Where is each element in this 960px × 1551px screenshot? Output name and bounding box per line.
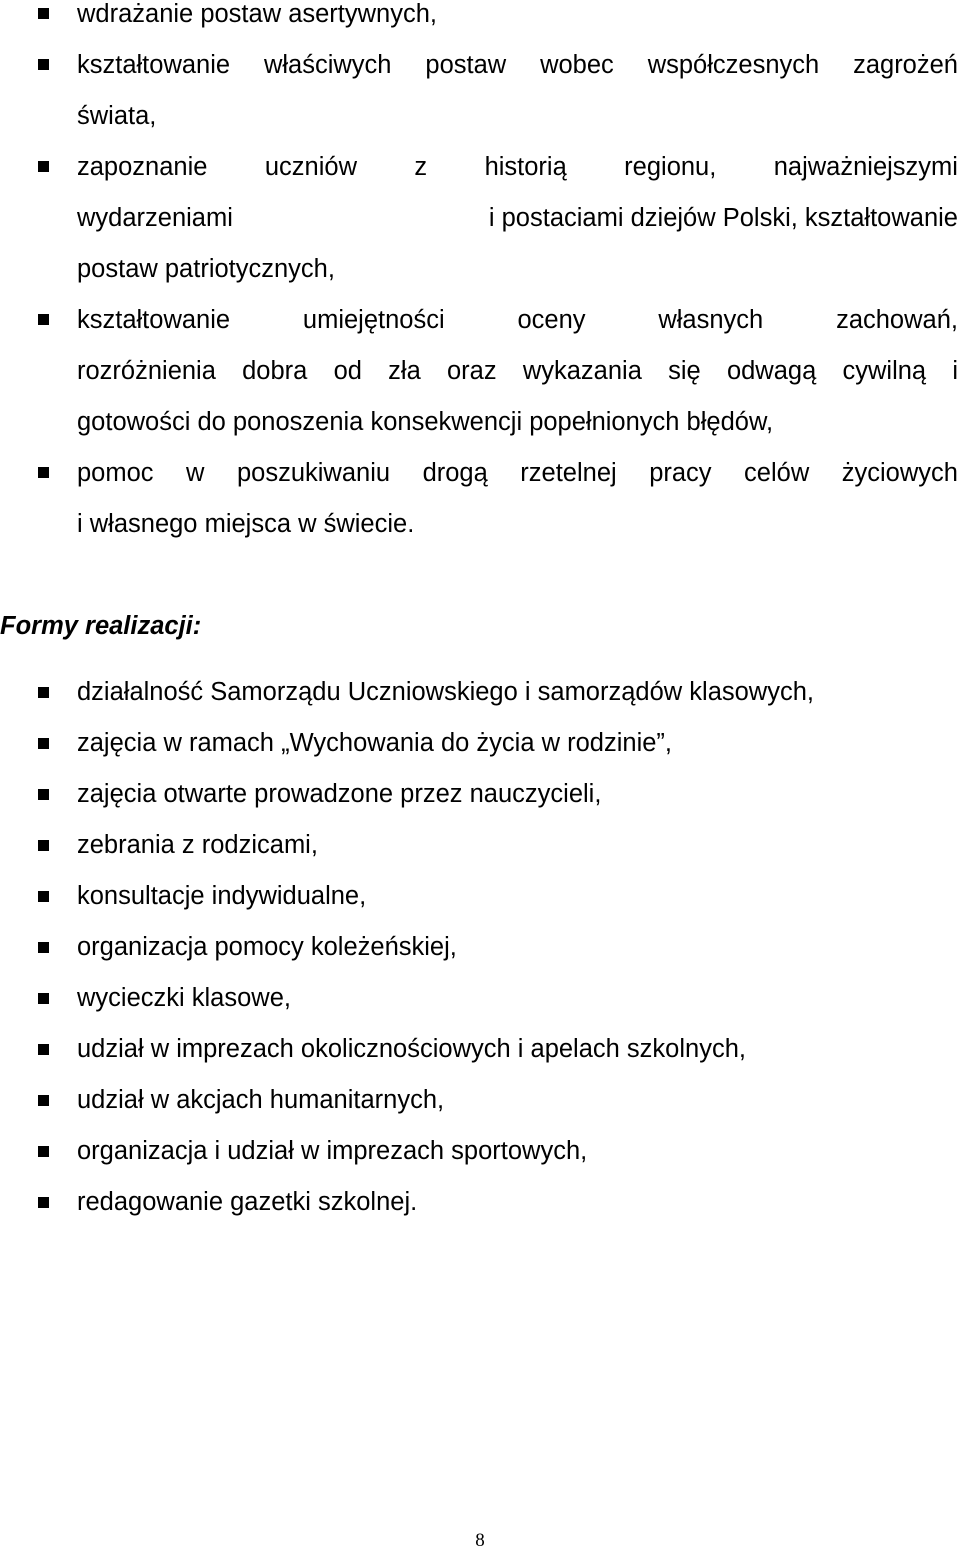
- list-item-text: [77, 359, 958, 385]
- word: uczniów: [264, 153, 357, 181]
- word: oceny: [517, 306, 586, 334]
- word: zachowań,: [836, 306, 958, 334]
- word: z: [414, 153, 428, 181]
- word: od: [333, 357, 362, 385]
- word: i: [952, 357, 958, 385]
- word: cywilną: [842, 357, 927, 385]
- square-bullet-icon: [38, 1197, 49, 1208]
- square-bullet-icon: [38, 891, 49, 902]
- word: historią: [484, 153, 567, 181]
- word: wobec: [540, 51, 614, 79]
- list-item-text: organizacja pomocy koleżeńskiej,: [77, 933, 457, 961]
- list-item-text: działalność Samorządu Uczniowskiego i samorządów klasowych,: [77, 678, 814, 706]
- word: się: [668, 357, 701, 385]
- word: pomoc: [77, 459, 154, 487]
- word: kształtowanie: [77, 306, 231, 334]
- section-heading: Formy realizacji:: [0, 612, 202, 640]
- word: drogą: [422, 459, 488, 487]
- square-bullet-icon: [38, 161, 49, 172]
- list-item-text: [77, 53, 958, 79]
- square-bullet-icon: [38, 840, 49, 851]
- list-item-text: wdrażanie postaw asertywnych,: [77, 0, 438, 28]
- list-item-text: zajęcia w ramach „Wychowania do życia w rodzinie”,: [77, 729, 672, 757]
- word: zagrożeń: [853, 51, 958, 79]
- list-item-text: [77, 206, 958, 232]
- word: kształtowanie: [77, 51, 231, 79]
- word: zapoznanie: [77, 153, 208, 181]
- word: wykazania: [522, 357, 642, 385]
- word: w: [186, 459, 205, 487]
- list-item-text: [77, 461, 958, 487]
- square-bullet-icon: [38, 59, 49, 70]
- square-bullet-icon: [38, 738, 49, 749]
- word: umiejętności: [302, 306, 445, 334]
- list-item-text: zebrania z rodzicami,: [77, 831, 318, 859]
- square-bullet-icon: [38, 1146, 49, 1157]
- list-item-text: konsultacje indywidualne,: [77, 882, 367, 910]
- list-item-text: organizacja i udział w imprezach sportowych,: [77, 1137, 588, 1165]
- square-bullet-icon: [38, 1044, 49, 1055]
- word: właściwych: [263, 51, 392, 79]
- list-item-text: udział w imprezach okolicznościowych i apelach szkolnych,: [77, 1035, 746, 1063]
- list-item-text: [77, 155, 958, 181]
- word: rzetelnej: [520, 459, 617, 487]
- square-bullet-icon: [38, 687, 49, 698]
- list-item-text: postaw patriotycznych,: [77, 255, 335, 283]
- word: celów: [744, 459, 810, 487]
- square-bullet-icon: [38, 467, 49, 478]
- list-item-text: udział w akcjach humanitarnych,: [77, 1086, 445, 1114]
- word: poszukiwaniu: [236, 459, 391, 487]
- list-item-text: redagowanie gazetki szkolnej.: [77, 1188, 418, 1216]
- word: regionu,: [624, 153, 717, 181]
- list-item-text: świata,: [77, 102, 157, 130]
- word: odwagą: [726, 357, 817, 385]
- word: rozróżnienia: [77, 357, 216, 385]
- square-bullet-icon: [38, 1095, 49, 1106]
- list-item-text: wycieczki klasowe,: [77, 984, 291, 1012]
- square-bullet-icon: [38, 8, 49, 19]
- word: zła: [388, 357, 421, 385]
- list-item-text: [77, 308, 958, 334]
- list-item-text: i własnego miejsca w świecie.: [77, 510, 415, 538]
- square-bullet-icon: [38, 942, 49, 953]
- word: pracy: [649, 459, 712, 487]
- square-bullet-icon: [38, 993, 49, 1004]
- square-bullet-icon: [38, 314, 49, 325]
- word: współczesnych: [647, 51, 820, 79]
- word: własnych: [658, 306, 764, 334]
- word: oraz: [447, 357, 497, 385]
- word: życiowych: [841, 459, 958, 487]
- square-bullet-icon: [38, 789, 49, 800]
- word-group: i postaciami dziejów Polski, kształtowanie: [488, 204, 958, 232]
- page-number: 8: [475, 1530, 485, 1551]
- list-item-text: zajęcia otwarte prowadzone przez nauczycieli,: [77, 780, 602, 808]
- word: dobra: [242, 357, 308, 385]
- list-item-text: gotowości do ponoszenia konsekwencji popełnionych błędów,: [77, 408, 774, 436]
- word: wydarzeniami: [77, 204, 233, 232]
- word: postaw: [425, 51, 507, 79]
- word: najważniejszymi: [773, 153, 958, 181]
